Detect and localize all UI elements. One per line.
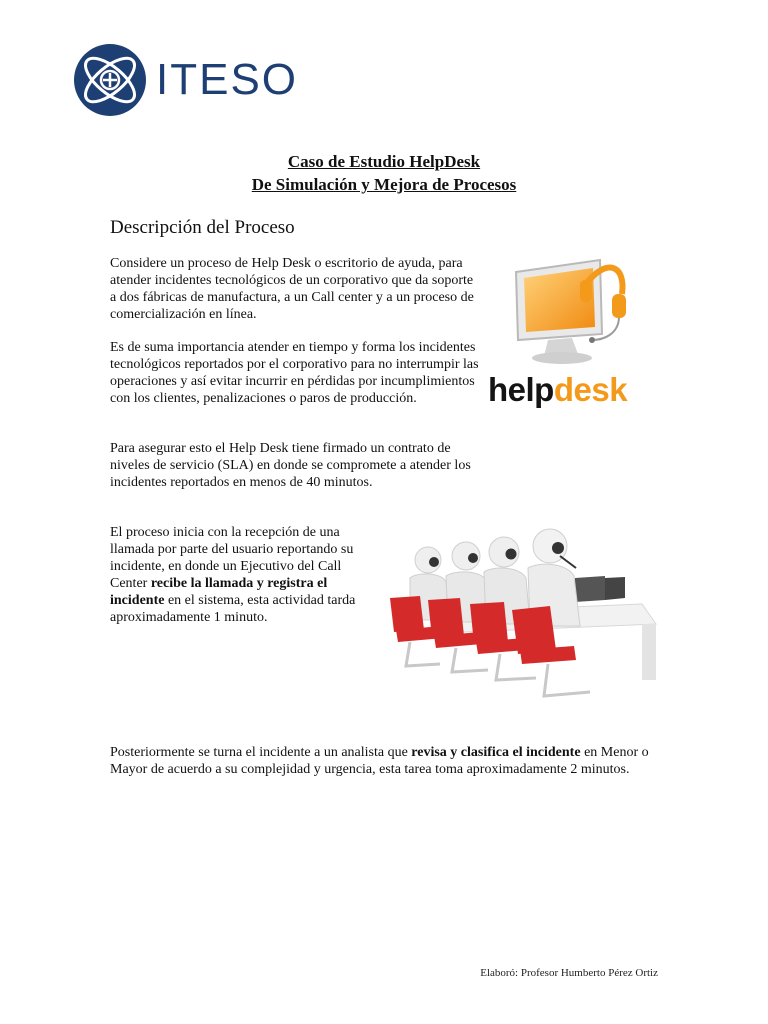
helpdesk-word-desk: desk [553, 371, 628, 408]
section-heading: Descripción del Proceso [110, 217, 295, 238]
paragraph-text: Posteriormente se turna el incidente a un analista que [110, 745, 412, 760]
bold-activity: revisa y clasifica el incidente [411, 745, 581, 760]
call-center-agents-icon [380, 520, 660, 710]
paragraph-text: en el sistema, esta actividad tarda aproximadamente 1 minuto. [110, 593, 356, 625]
bold-activity: recibe la llamada y registra el incidente [110, 576, 328, 608]
document-title: Caso de Estudio HelpDesk [287, 152, 481, 171]
paragraph-text: en Menor o Mayor de acuerdo a su complejidad y urgencia, esta tarea toma aproximadamente 2 minutos. [110, 745, 649, 777]
paragraph-sla: Para asegurar esto el Help Desk tiene firmado un contrato de niveles de servicio (SLA) en donde se compromete a atender los incidentes reportados en menos de 40 minutos. [110, 441, 471, 490]
paragraph-process-start [110, 524, 372, 626]
footer-author: Elaboró: Profesor Humberto Pérez Ortiz [480, 967, 658, 979]
paragraph-intro: Considere un proceso de Help Desk o escritorio de ayuda, para atender incidentes tecnológicos de un corporativo que da soporte a dos fábricas de manufactura, a un Call center y a un proceso de comercialización en línea. [110, 256, 474, 322]
paragraph-classification [110, 744, 670, 778]
chairs [390, 596, 576, 664]
iteso-emblem-icon [72, 42, 152, 118]
logo-wordmark: ITESO [156, 55, 299, 104]
paragraph-importance: Es de suma importancia atender en tiempo y forma los incidentes tecnológicos reportados por el corporativo para no interrumpir las operaciones y así evitar incurrir en pérdidas por incumplimientos con los clientes, penalizaciones o paros de producción. [110, 340, 479, 406]
helpdesk-wordmark [488, 370, 627, 410]
paragraph-text: El proceso inicia con la recepción de una llamada por parte del usuario reportando su incidente, en donde un Ejecutivo del Call Center [110, 525, 354, 591]
monitor-headset-icon [488, 254, 654, 369]
call-center-image [380, 520, 660, 710]
document-subtitle: De Simulación y Mejora de Procesos [251, 175, 517, 194]
helpdesk-word-help: help [488, 371, 554, 408]
